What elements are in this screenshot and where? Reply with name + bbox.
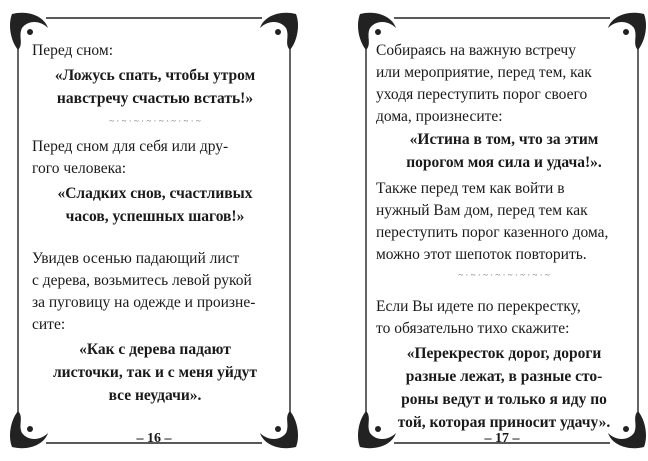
paragraph-crossroads: Если Вы идете по перекрестку, то обязательно тихо скажите: [376,298,581,337]
page-number: – 16 – [136,431,172,446]
spell-crossroads: «Перекресток дорог, дороги разные лежат, в разные сто- роны ведут и только я иду по той, которая приносит удачу». [397,345,611,431]
ornament-divider: ~ · ~ · ~ · ~ · ~ · ~ · ~ · ~ [458,270,550,280]
paragraph-for-others: Перед сном для себя или дру- гого человека: [32,138,229,177]
paragraph-entering-house: Также перед тем как войти в нужный Вам дом, перед тем как переступить порог казенного дома, можно этот шепоток повторить. [376,180,609,263]
spell-sweet-dreams: «Сладких снов, счастливых часов, успешных шагов!» [57,185,253,225]
spell-threshold: «Истина в том, что за этим порогом моя сила и удача!». [406,131,602,171]
page-number: – 17 – [484,431,520,446]
ornament-divider: ~ · ~ · ~ · ~ · ~ · ~ · ~ · ~ [109,116,201,126]
left-page [4,6,304,455]
paragraph-falling-leaf: Увидев осенью падающий лист с дерева, возьмитесь левой рукой за пуговицу на одежде и произне- сите: [32,250,256,333]
paragraph-important-meeting: Собираясь на важную встречу или мероприятие, перед тем, как уходя переступить порог своего дома, произнесите: [376,42,592,125]
spell-falling-leaf: «Как с дерева падают листочки, так и с меня уйдут все неудачи». [52,341,258,404]
right-page [352,6,648,455]
paragraph-before-sleep: Перед сном: [32,42,114,59]
spell-before-sleep: «Ложусь спать, чтобы утром навстречу счастью встать!» [54,67,256,107]
